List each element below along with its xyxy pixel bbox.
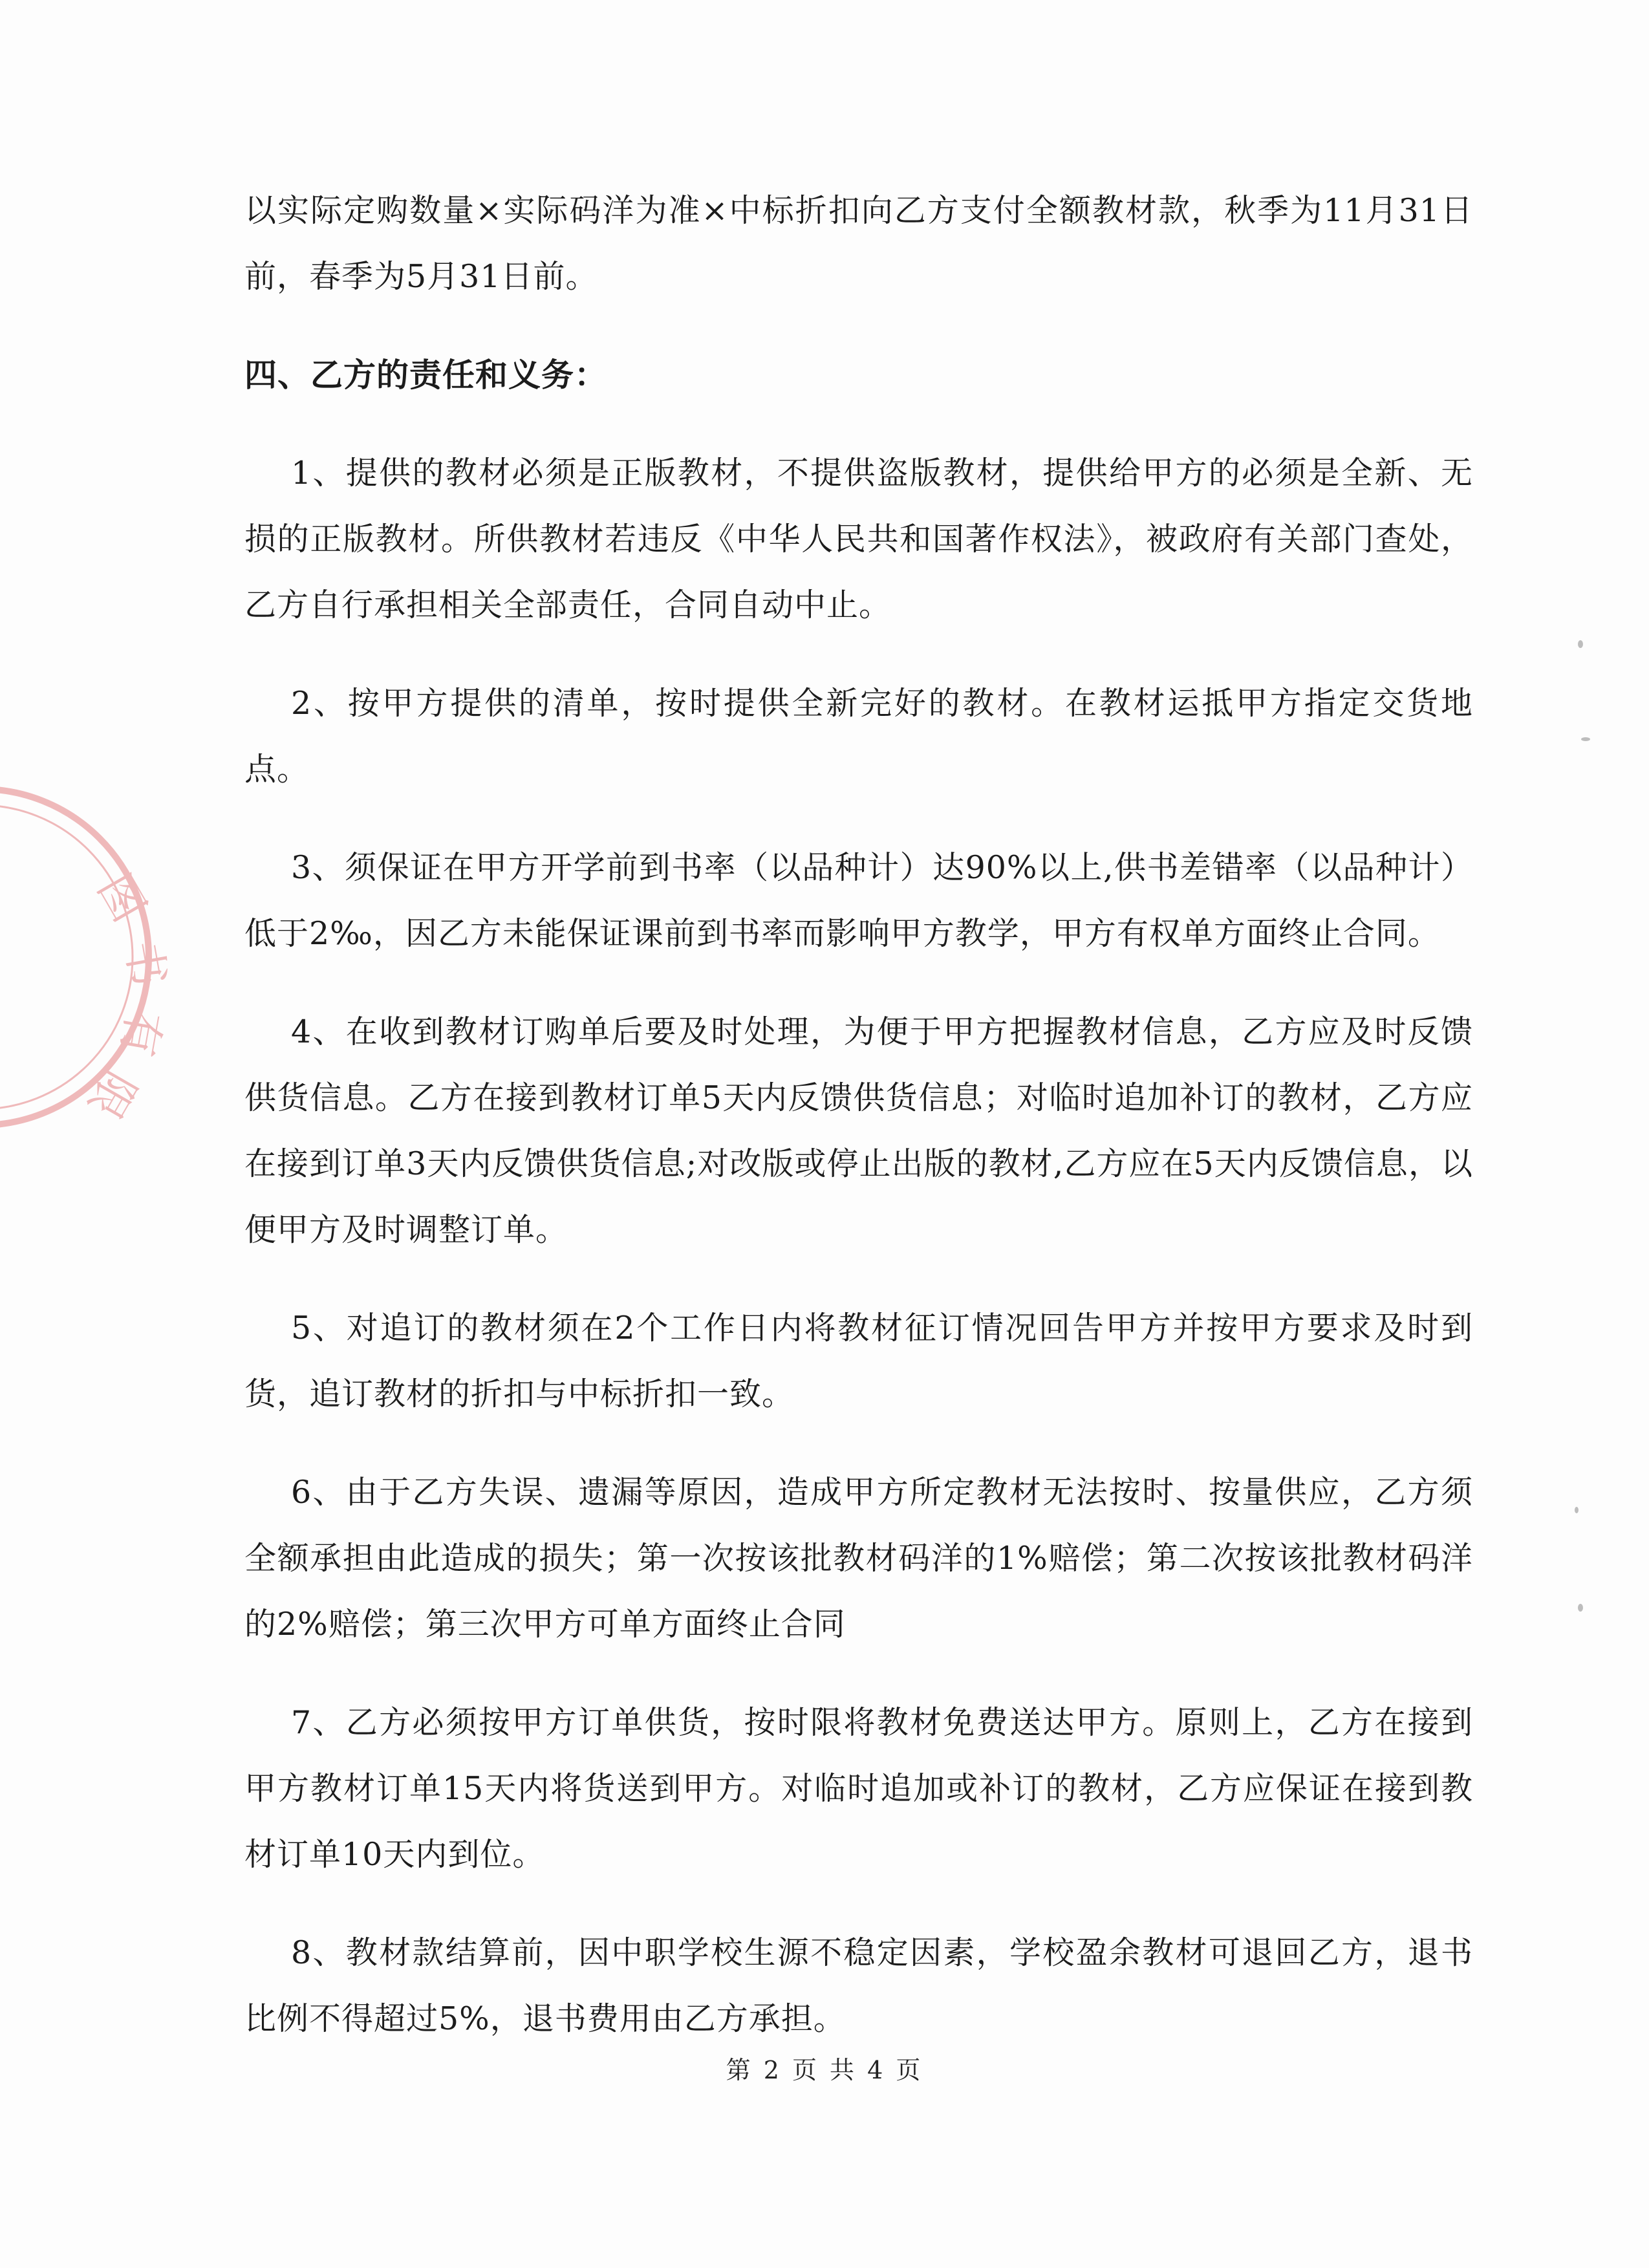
paragraph-continued: 以实际定购数量×实际码洋为准×中标折扣向乙方支付全额教材款，秋季为11月31日前，春季为5月31日前。 xyxy=(244,192,1473,295)
svg-text:限: 限 xyxy=(78,1061,147,1128)
svg-text:有: 有 xyxy=(111,1007,171,1061)
clause-6: 6、由于乙方失误、遗漏等原因，造成甲方所定教材无法按时、按量供应，乙方须全额承担由此造成的损失；第一次按该批教材码洋的1%赔偿；第二次按该批教材码洋的2%赔偿；第三次甲方可单方面终止合同 xyxy=(244,1474,1473,1643)
scan-speck xyxy=(1578,640,1583,648)
clause-2: 2、按甲方提供的清单，按时提供全新完好的教材。在教材运抵甲方指定交货地点。 xyxy=(244,685,1473,788)
svg-text:图: 图 xyxy=(87,865,156,931)
section-heading-responsibilities: 四、乙方的责任和义务： xyxy=(244,356,607,394)
clause-3: 3、须保证在甲方开学前到书率（以品种计）达90%以上,供书差错率（以品种计）低于2‰，因乙方未能保证课前到书率而影响甲方教学，甲方有权单方面终止合同。 xyxy=(244,849,1473,952)
svg-text:书: 书 xyxy=(115,936,176,991)
clause-5: 5、对追订的教材须在2个工作日内将教材征订情况回告甲方并按甲方要求及时到货，追订教材的折扣与中标折扣一致。 xyxy=(244,1310,1473,1412)
clause-8: 8、教材款结算前，因中职学校生源不稳定因素，学校盈余教材可退回乙方，退书比例不得超过5%，退书费用由乙方承担。 xyxy=(244,1934,1473,2037)
clause-4: 4、在收到教材订购单后要及时处理，为便于甲方把握教材信息，乙方应及时反馈供货信息。乙方在接到教材订单5天内反馈供货信息；对临时追加补订的教材，乙方应在接到订单3天内反馈供货信息;对改版或停止出版的教材,乙方应在5天内反馈信息，以便甲方及时调整订单。 xyxy=(244,1013,1473,1248)
document-body xyxy=(244,178,1473,2084)
clause-7: 7、乙方必须按甲方订单供货，按时限将教材免费送达甲方。原则上，乙方在接到甲方教材订单15天内将货送到甲方。对临时追加或补订的教材，乙方应保证在接到教材订单10天内到位。 xyxy=(244,1704,1473,1873)
page-number-footer: 第 2 页 共 4 页 xyxy=(726,2056,923,2084)
clause-1: 1、提供的教材必须是正版教材，不提供盗版教材，提供给甲方的必须是全新、无损的正版教材。所供教材若违反《中华人民共和国著作权法》，被政府有关部门查处，乙方自行承担相关全部责任，合同自动中止。 xyxy=(244,455,1473,623)
scan-speck xyxy=(1578,1604,1583,1612)
scan-speck xyxy=(1575,1507,1579,1513)
red-seal-stamp xyxy=(0,763,194,1151)
scan-speck xyxy=(1581,737,1590,741)
